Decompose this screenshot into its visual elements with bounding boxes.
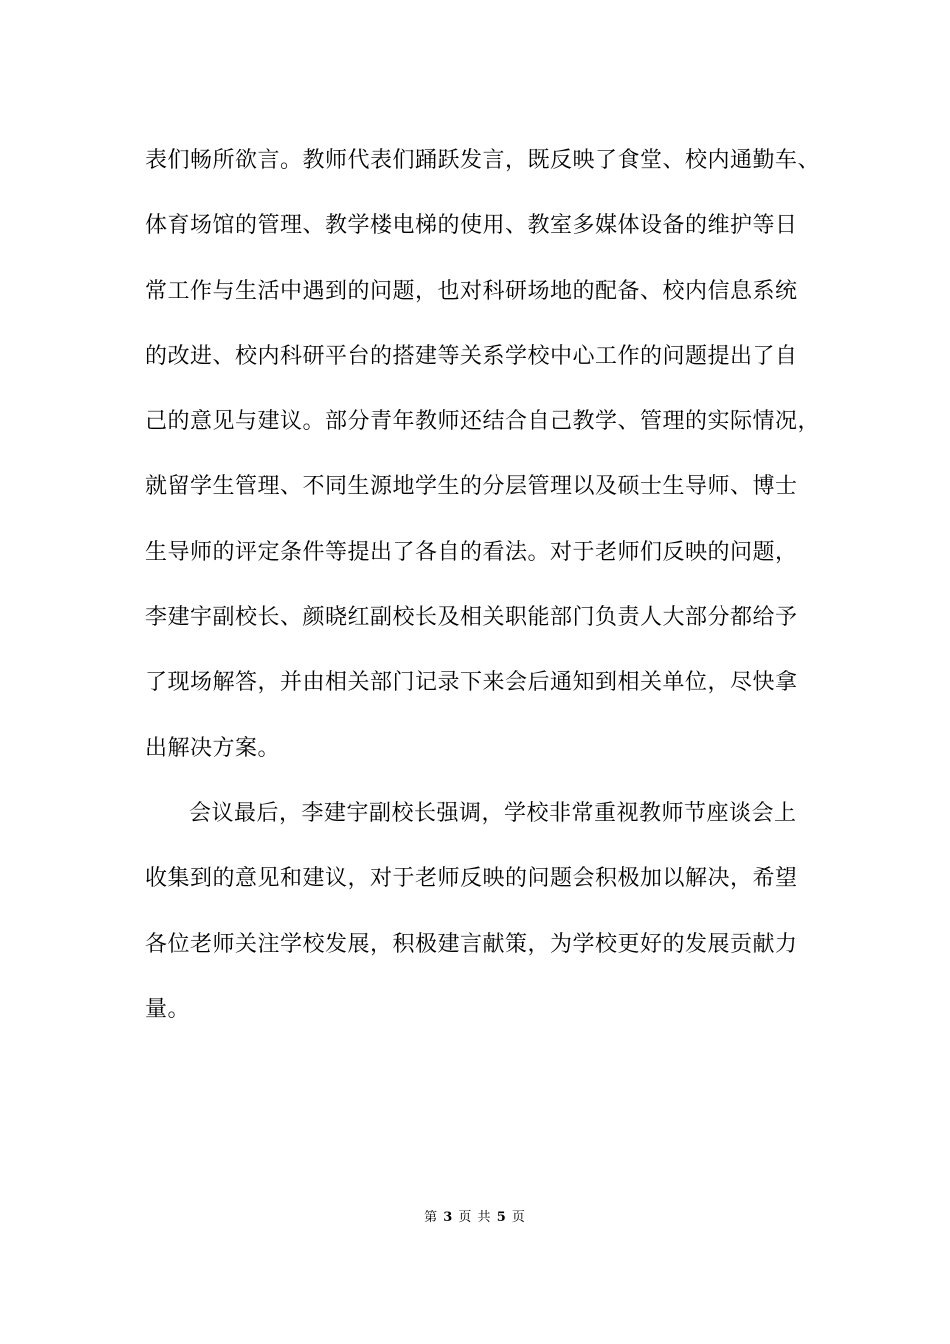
paragraph-line: 常工作与生活中遇到的问题，也对科研场地的配备、校内信息系统: [145, 278, 798, 304]
paragraph-line: 就留学生管理、不同生源地学生的分层管理以及硕士生导师、博士: [145, 474, 798, 500]
paragraph-line: 各位老师关注学校发展，积极建言献策，为学校更好的发展贡献力: [145, 931, 798, 957]
paragraph-line: 了现场解答，并由相关部门记录下来会后通知到相关单位，尽快拿: [145, 670, 798, 696]
paragraph-line: 李建宇副校长、颜晓红副校长及相关职能部门负责人大部分都给予: [145, 605, 798, 631]
paragraph-line: 收集到的意见和建议，对于老师反映的问题会积极加以解决，希望: [145, 866, 798, 892]
page-footer: [0, 1209, 950, 1227]
paragraph-line: 己的意见与建议。部分青年教师还结合自己教学、管理的实际情况，: [145, 409, 821, 435]
document-body: [145, 128, 835, 1042]
paragraph-line: 体育场馆的管理、教学楼电梯的使用、教室多媒体设备的维护等日: [145, 213, 798, 239]
paragraph-line: 会议最后，李建宇副校长强调，学校非常重视教师节座谈会上: [189, 800, 797, 826]
paragraph-line: 出解决方案。: [145, 735, 281, 761]
footer-suffix: 页: [511, 1210, 526, 1225]
total-pages-number: 5: [496, 1210, 507, 1225]
paragraph-line: 生导师的评定条件等提出了各自的看法。对于老师们反映的问题，: [145, 539, 798, 565]
footer-middle: 页 共: [458, 1210, 492, 1225]
paragraph-line: 量。: [145, 996, 191, 1022]
paragraph-line: 的改进、校内科研平台的搭建等关系学校中心工作的问题提出了自: [145, 343, 798, 369]
current-page-number: 3: [443, 1210, 454, 1225]
paragraph-line: 表们畅所欲言。教师代表们踊跃发言，既反映了食堂、校内通勤车、: [145, 148, 821, 173]
footer-prefix: 第: [424, 1210, 439, 1225]
